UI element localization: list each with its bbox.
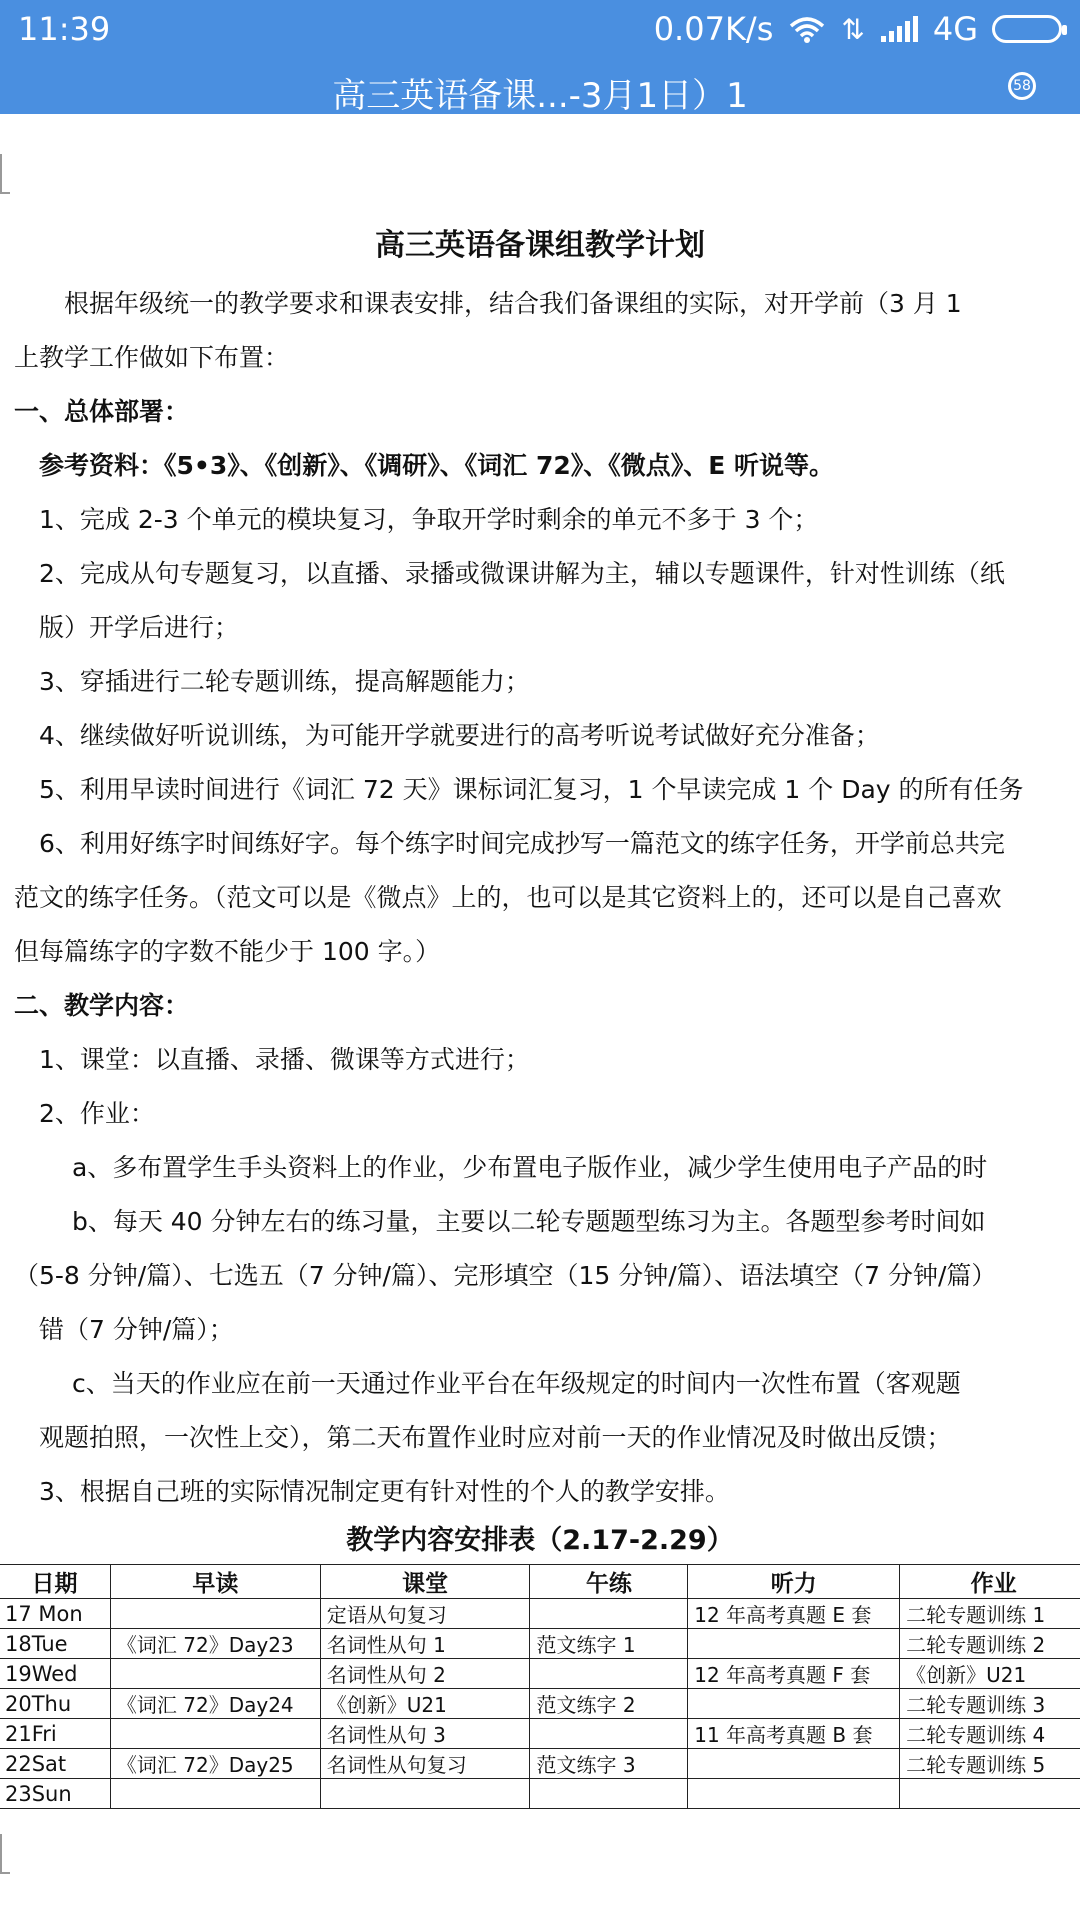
- doc-line: 1、课堂：以直播、录播、微课等方式进行；: [14, 1045, 530, 1074]
- column-header: 早读: [110, 1565, 320, 1599]
- table-cell: 18Tue: [0, 1629, 110, 1659]
- wifi-icon: [787, 14, 827, 44]
- network-type: 4G: [932, 10, 978, 48]
- table-cell: [110, 1779, 320, 1809]
- column-header: 听力: [688, 1565, 900, 1599]
- table-cell: [688, 1629, 900, 1659]
- table-row: [0, 1689, 1080, 1719]
- doc-line: 4、继续做好听说训练，为可能开学就要进行的高考听说考试做好充分准备；: [14, 721, 880, 750]
- table-row: [0, 1599, 1080, 1629]
- document-title-bar: 高三英语备课...-3月1日）1: [332, 76, 748, 116]
- column-header: 午练: [530, 1565, 688, 1599]
- doc-line: 但每篇练字的字数不能少于 100 字。）: [14, 937, 441, 966]
- doc-line: 3、根据自己班的实际情况制定更有针对性的个人的教学安排。: [14, 1477, 730, 1506]
- table-cell: [110, 1659, 320, 1689]
- table-row: [0, 1749, 1080, 1779]
- doc-line: 6、利用好练字时间练好字。每个练字时间完成抄写一篇范文的练字任务，开学前总共完: [14, 829, 1005, 858]
- table-cell: 《词汇 72》Day23: [110, 1629, 320, 1659]
- page-badge[interactable]: 58: [1008, 72, 1036, 100]
- table-cell: 《词汇 72》Day25: [110, 1749, 320, 1779]
- table-cell: 定语从句复习: [320, 1599, 530, 1629]
- table-cell: [688, 1749, 900, 1779]
- table-cell: 二轮专题训练 1: [900, 1599, 1080, 1629]
- doc-line: 错（7 分钟/篇）；: [14, 1315, 234, 1344]
- network-speed: 0.07K/s: [653, 10, 774, 48]
- doc-line: 版）开学后进行；: [14, 613, 240, 642]
- doc-line: 2、作业：: [14, 1099, 155, 1128]
- table-cell: [688, 1779, 900, 1809]
- status-icons: [654, 10, 1062, 48]
- doc-line: 上教学工作做如下布置：: [14, 343, 290, 372]
- table-cell: 名词性从句复习: [320, 1749, 530, 1779]
- status-bar: [0, 0, 1080, 62]
- table-header-row: [0, 1565, 1080, 1599]
- column-header: 日期: [0, 1565, 110, 1599]
- table-cell: 名词性从句 1: [320, 1629, 530, 1659]
- table-cell: 范文练字 1: [530, 1629, 688, 1659]
- table-cell: 二轮专题训练 3: [900, 1689, 1080, 1719]
- table-cell: [530, 1599, 688, 1629]
- table-cell: 二轮专题训练 5: [900, 1749, 1080, 1779]
- table-cell: 名词性从句 2: [320, 1659, 530, 1689]
- table-cell: 11 年高考真题 B 套: [688, 1719, 900, 1749]
- column-header: 作业: [900, 1565, 1080, 1599]
- doc-line: 根据年级统一的教学要求和课表安排，结合我们备课组的实际，对开学前（3 月 1: [14, 289, 962, 318]
- table-row: [0, 1719, 1080, 1749]
- page-title: 高三英语备课组教学计划: [375, 228, 705, 263]
- doc-line: 范文的练字任务。（范文可以是《微点》上的，也可以是其它资料上的，还可以是自己喜欢: [14, 883, 1002, 912]
- doc-line: 3、穿插进行二轮专题训练，提高解题能力；: [14, 667, 530, 696]
- doc-line: b、每天 40 分钟左右的练习量，主要以二轮专题题型练习为主。各题型参考时间如: [14, 1207, 986, 1236]
- table-row: [0, 1779, 1080, 1809]
- doc-line: 1、完成 2-3 个单元的模块复习，争取开学时剩余的单元不多于 3 个；: [14, 505, 819, 534]
- table-cell: 21Fri: [0, 1719, 110, 1749]
- table-cell: 二轮专题训练 2: [900, 1629, 1080, 1659]
- table-cell: 23Sun: [0, 1779, 110, 1809]
- table-cell: [688, 1689, 900, 1719]
- doc-line: 2、完成从句专题复习，以直播、录播或微课讲解为主，辅以专题课件，针对性训练（纸: [14, 559, 1005, 588]
- table-cell: 二轮专题训练 4: [900, 1719, 1080, 1749]
- table-cell: [530, 1659, 688, 1689]
- status-time: 11:39: [18, 10, 111, 48]
- column-header: 课堂: [320, 1565, 530, 1599]
- table-row: [0, 1659, 1080, 1689]
- schedule-table: [0, 1564, 1080, 1809]
- table-cell: 12 年高考真题 E 套: [688, 1599, 900, 1629]
- table-title: 教学内容安排表（2.17-2.29）: [346, 1525, 734, 1556]
- doc-line: 5、利用早读时间进行《词汇 72 天》课标词汇复习，1 个早读完成 1 个 Day 的所有任务: [14, 775, 1024, 804]
- app-bar: [0, 62, 1080, 114]
- section-heading: 一、总体部署：: [14, 397, 190, 426]
- table-cell: 《创新》U21: [900, 1659, 1080, 1689]
- table-cell: [530, 1719, 688, 1749]
- paragraph-marker: [0, 1834, 10, 1874]
- table-cell: [900, 1779, 1080, 1809]
- table-cell: 17 Mon: [0, 1599, 110, 1629]
- table-cell: [110, 1599, 320, 1629]
- paragraph-marker: [0, 154, 10, 194]
- document-viewer[interactable]: [0, 114, 1080, 1920]
- table-cell: 22Sat: [0, 1749, 110, 1779]
- table-cell: 范文练字 3: [530, 1749, 688, 1779]
- table-row: [0, 1629, 1080, 1659]
- doc-line: a、多布置学生手头资料上的作业，少布置电子版作业，减少学生使用电子产品的时: [14, 1153, 988, 1182]
- signal-icon: [879, 14, 919, 44]
- table-cell: 19Wed: [0, 1659, 110, 1689]
- table-cell: [320, 1779, 530, 1809]
- table-cell: 12 年高考真题 F 套: [688, 1659, 900, 1689]
- table-cell: 20Thu: [0, 1689, 110, 1719]
- doc-line: （5-8 分钟/篇）、七选五（7 分钟/篇）、完形填空（15 分钟/篇）、语法填空（7 分钟/篇）: [14, 1261, 997, 1290]
- table-cell: [110, 1719, 320, 1749]
- doc-line: 参考资料：《5•3》、《创新》、《调研》、《词汇 72》、《微点》、E 听说等。: [14, 451, 835, 480]
- table-cell: [530, 1779, 688, 1809]
- doc-line: c、当天的作业应在前一天通过作业平台在年级规定的时间内一次性布置（客观题: [14, 1369, 961, 1398]
- table-cell: 《词汇 72》Day24: [110, 1689, 320, 1719]
- section-heading: 二、教学内容：: [14, 991, 190, 1020]
- battery-icon: [992, 15, 1062, 43]
- table-cell: 《创新》U21: [320, 1689, 530, 1719]
- table-cell: 范文练字 2: [530, 1689, 688, 1719]
- table-cell: 名词性从句 3: [320, 1719, 530, 1749]
- doc-line: 观题拍照，一次性上交），第二天布置作业时应对前一天的作业情况及时做出反馈；: [14, 1423, 952, 1452]
- data-transfer-icon: ⇅: [841, 12, 865, 46]
